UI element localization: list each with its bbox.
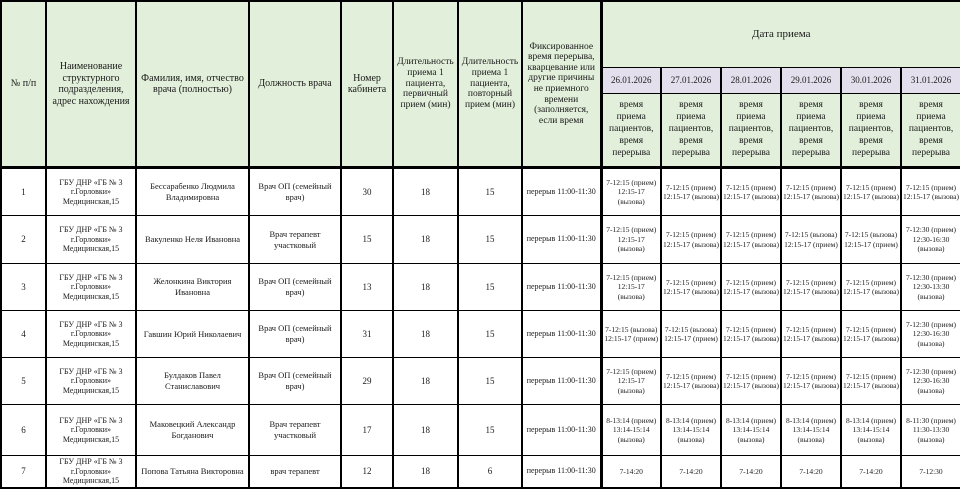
schedule-cell: 8-13:14 (прием) 13:14-15:14 (вызова) [661,405,721,456]
schedule-cell: 7-12:15 (прием) 12:15-17 (вызова) [601,168,661,216]
date-subheader-cell: время приема пациентов, время перерыва [901,94,960,168]
repeat-duration-cell: 15 [458,264,522,311]
schedule-cell: 7-12:15 (прием) 12:15-17 (вызова) [721,168,781,216]
schedule-cell: 7-12:15 (прием) 12:15-17 (вызова) [601,358,661,405]
schedule-cell: 7-12:15 (прием) 12:15-17 (вызова) [601,216,661,264]
schedule-cell: 7-12:15 (прием) 12:15-17 (вызова) [601,264,661,311]
department-cell: ГБУ ДНР «ГБ № 3 г.Горловки» Медицинская,15 [46,168,136,216]
repeat-duration-cell: 15 [458,405,522,456]
primary-duration-cell: 18 [393,456,458,488]
department-cell: ГБУ ДНР «ГБ № 3 г.Горловки» Медицинская,15 [46,216,136,264]
table-row [1,264,960,311]
department-cell: ГБУ ДНР «ГБ № 3 г.Горловки» Медицинская,15 [46,405,136,456]
schedule-cell: 7-12:15 (прием) 12:15-17 (вызова) [901,168,960,216]
table-row [1,456,960,488]
header-department: Наименование структурного подразделения, адрес нахождения [46,1,136,168]
repeat-duration-cell: 15 [458,168,522,216]
cabinet-number-cell: 13 [341,264,393,311]
break-time-cell: перерыв 11:00-11:30 [522,358,601,405]
cabinet-number-cell: 30 [341,168,393,216]
primary-duration-cell: 18 [393,311,458,358]
schedule-cell: 7-12:30 (прием) 12:30-16:30 (вызова) [901,358,960,405]
doctor-name-cell: Маковецкий Александр Богданович [136,405,249,456]
date-subheader-cell: время приема пациентов, время перерыва [781,94,841,168]
date-subheader-cell: время приема пациентов, время перерыва [661,94,721,168]
schedule-cell: 7-12:15 (вызова) 12:15-17 (прием) [661,311,721,358]
schedule-cell: 7-12:15 (прием) 12:15-17 (вызова) [721,358,781,405]
table-header [1,1,960,168]
schedule-cell: 7-12:15 (вызова) 12:15-17 (прием) [601,311,661,358]
break-time-cell: перерыв 11:00-11:30 [522,168,601,216]
department-cell: ГБУ ДНР «ГБ № 3 г.Горловки» Медицинская,15 [46,311,136,358]
row-number-cell: 6 [1,405,46,456]
department-cell: ГБУ ДНР «ГБ № 3 г.Горловки» Медицинская,15 [46,264,136,311]
primary-duration-cell: 18 [393,264,458,311]
position-cell: Врач ОП (семейный врач) [249,311,341,358]
schedule-cell: 7-12:15 (прием) 12:15-17 (вызова) [661,168,721,216]
row-number-cell: 7 [1,456,46,488]
repeat-duration-cell: 6 [458,456,522,488]
table-row [1,358,960,405]
schedule-cell: 7-12:15 (прием) 12:15-17 (вызова) [841,311,901,358]
date-header-cell: 28.01.2026 [721,68,781,94]
header-repeat-duration: Длительность приема 1 пациента, повторный прием (мин) [458,1,522,168]
position-cell: врач терапевт [249,456,341,488]
schedule-cell: 7-12:15 (прием) 12:15-17 (вызова) [841,264,901,311]
schedule-cell: 8-13:14 (прием) 13:14-15:14 (вызова) [601,405,661,456]
schedule-cell: 7-12:30 [901,456,960,488]
schedule-cell: 7-12:15 (прием) 12:15-17 (вызова) [661,216,721,264]
schedule-cell: 8-13:14 (прием) 13:14-15:14 (вызова) [841,405,901,456]
break-time-cell: перерыв 11:00-11:30 [522,264,601,311]
schedule-cell: 7-12:15 (вызова) 12:15-17 (прием) [841,216,901,264]
position-cell: Врач ОП (семейный врач) [249,168,341,216]
schedule-cell: 7-12:15 (прием) 12:15-17 (вызова) [721,216,781,264]
repeat-duration-cell: 15 [458,216,522,264]
doctor-name-cell: Вакуленко Неля Ивановна [136,216,249,264]
schedule-cell: 7-14:20 [661,456,721,488]
schedule-cell: 7-12:15 (прием) 12:15-17 (вызова) [721,264,781,311]
schedule-cell: 7-12:15 (прием) 12:15-17 (вызова) [781,358,841,405]
date-header-cell: 30.01.2026 [841,68,901,94]
schedule-cell: 8-11:30 (прием) 11:30-13:30 (вызова) [901,405,960,456]
date-header-cell: 27.01.2026 [661,68,721,94]
schedule-cell: 7-12:30 (прием) 12:30-16:30 (вызова) [901,311,960,358]
header-row-main [1,1,960,68]
table-row [1,216,960,264]
schedule-cell: 7-14:20 [781,456,841,488]
header-fixed-break: Фиксированное время перерыва, кварцевание или другие причины не приемного времени (заполняется, если время [522,1,601,168]
date-header-cell: 31.01.2026 [901,68,960,94]
header-doctor-name: Фамилия, имя, отчество врача (полностью) [136,1,249,168]
schedule-cell: 7-12:15 (прием) 12:15-17 (вызова) [781,264,841,311]
schedule-cell: 7-12:15 (прием) 12:15-17 (вызова) [841,168,901,216]
header-cabinet-number: Номер кабинета [341,1,393,168]
position-cell: Врач ОП (семейный врач) [249,358,341,405]
row-number-cell: 5 [1,358,46,405]
row-number-cell: 1 [1,168,46,216]
position-cell: Врач терапевт участковый [249,216,341,264]
cabinet-number-cell: 15 [341,216,393,264]
schedule-cell: 7-12:15 (прием) 12:15-17 (вызова) [841,358,901,405]
position-cell: Врач терапевт участковый [249,405,341,456]
table-row [1,311,960,358]
primary-duration-cell: 18 [393,358,458,405]
date-header-cell: 26.01.2026 [601,68,661,94]
header-row-number: № п/п [1,1,46,168]
cabinet-number-cell: 29 [341,358,393,405]
repeat-duration-cell: 15 [458,358,522,405]
header-date-group: Дата приема [601,1,960,68]
department-cell: ГБУ ДНР «ГБ № 3 г.Горловки» Медицинская,15 [46,358,136,405]
break-time-cell: перерыв 11:00-11:30 [522,456,601,488]
schedule-cell: 7-12:15 (прием) 12:15-17 (вызова) [781,311,841,358]
break-time-cell: перерыв 11:00-11:30 [522,216,601,264]
schedule-cell: 7-14:20 [841,456,901,488]
schedule-cell: 8-13:14 (прием) 13:14-15:14 (вызова) [781,405,841,456]
schedule-cell: 7-12:30 (прием) 12:30-13:30 (вызова) [901,264,960,311]
schedule-cell: 7-12:15 (вызова) 12:15-17 (прием) [781,216,841,264]
break-time-cell: перерыв 11:00-11:30 [522,405,601,456]
schedule-cell: 7-14:20 [601,456,661,488]
doctor-name-cell: Гавшин Юрий Николаевич [136,311,249,358]
schedule-cell: 7-14:20 [721,456,781,488]
date-subheader-cell: время приема пациентов, время перерыва [601,94,661,168]
table-row [1,405,960,456]
cabinet-number-cell: 17 [341,405,393,456]
repeat-duration-cell: 15 [458,311,522,358]
header-primary-duration: Длительность приема 1 пациента, первичный прием (мин) [393,1,458,168]
doctor-name-cell: Попова Татьяна Викторовна [136,456,249,488]
break-time-cell: перерыв 11:00-11:30 [522,311,601,358]
schedule-cell: 7-12:15 (прием) 12:15-17 (вызова) [661,264,721,311]
schedule-cell: 8-13:14 (прием) 13:14-15:14 (вызова) [721,405,781,456]
position-cell: Врач ОП (семейный врач) [249,264,341,311]
cabinet-number-cell: 31 [341,311,393,358]
table-row [1,168,960,216]
primary-duration-cell: 18 [393,168,458,216]
row-number-cell: 2 [1,216,46,264]
row-number-cell: 4 [1,311,46,358]
doctor-name-cell: Булдаков Павел Станиславович [136,358,249,405]
schedule-cell: 7-12:15 (прием) 12:15-17 (вызова) [721,311,781,358]
header-position: Должность врача [249,1,341,168]
date-header-cell: 29.01.2026 [781,68,841,94]
doctor-name-cell: Бессарабенко Людмила Владимировна [136,168,249,216]
row-number-cell: 3 [1,264,46,311]
primary-duration-cell: 18 [393,216,458,264]
date-subheader-cell: время приема пациентов, время перерыва [841,94,901,168]
schedule-cell: 7-12:15 (прием) 12:15-17 (вызова) [661,358,721,405]
doctor-name-cell: Желонкина Виктория Ивановна [136,264,249,311]
schedule-table-body [1,168,960,488]
schedule-cell: 7-12:15 (прием) 12:15-17 (вызова) [781,168,841,216]
cabinet-number-cell: 12 [341,456,393,488]
department-cell: ГБУ ДНР «ГБ № 3 г.Горловки» Медицинская,15 [46,456,136,488]
schedule-cell: 7-12:30 (прием) 12:30-16:30 (вызова) [901,216,960,264]
date-subheader-cell: время приема пациентов, время перерыва [721,94,781,168]
primary-duration-cell: 18 [393,405,458,456]
